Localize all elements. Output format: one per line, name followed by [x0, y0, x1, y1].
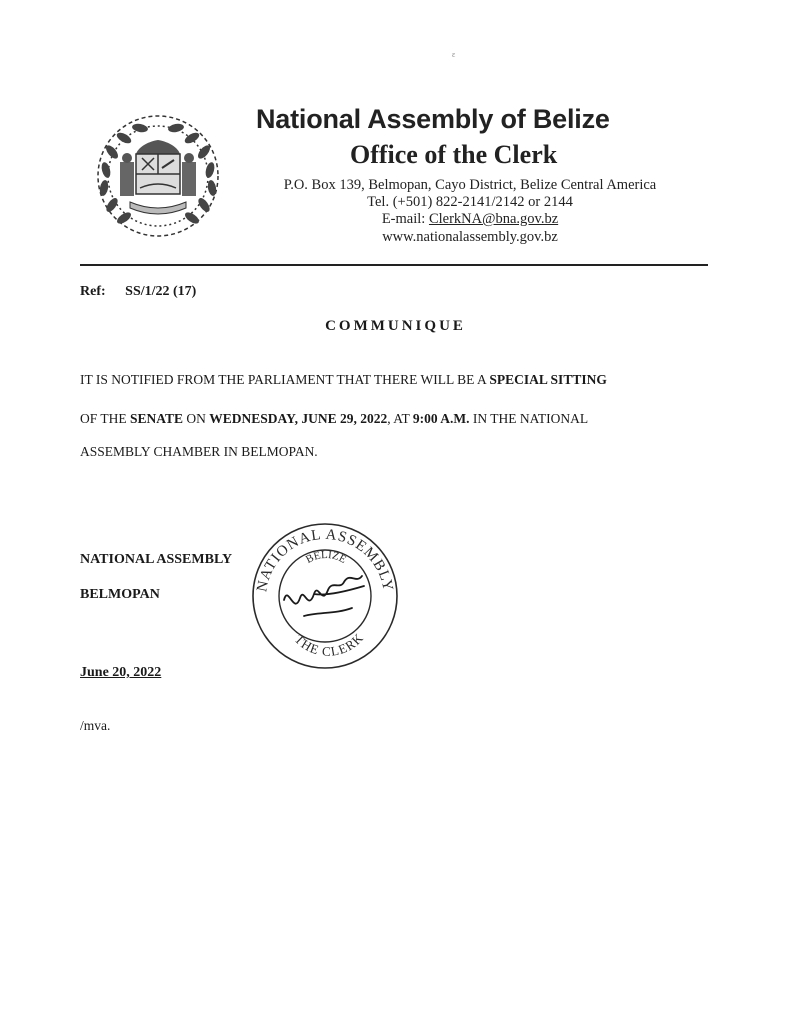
clerk-signature [284, 576, 364, 616]
email-line [240, 210, 700, 228]
notice-text: OF THE [80, 411, 131, 426]
notice-emphasis: SPECIAL SITTING [489, 372, 607, 387]
org-name: National Assembly of Belize [256, 104, 610, 134]
stamp-bottom-text: THE CLERK [291, 629, 367, 659]
office-title: Office of the Clerk [350, 140, 558, 169]
header-divider [80, 264, 708, 266]
reference-line [80, 284, 196, 300]
notice-text: , AT [387, 411, 413, 426]
reference-label: Ref: [80, 284, 106, 299]
coat-of-arms-icon [86, 110, 230, 242]
stamp-top-text: NATIONAL ASSEMBLY [254, 526, 396, 594]
typist-initials: /mva. [80, 718, 111, 733]
communique-heading: COMMUNIQUE [325, 318, 466, 334]
signature-date: June 20, 2022 [80, 665, 162, 680]
notice-line-1 [80, 372, 607, 388]
stamp-inner-text: BELIZE [303, 548, 349, 566]
notice-line-2 [80, 411, 588, 427]
postal-address: P.O. Box 139, Belmopan, Cayo District, Belize Central America [283, 177, 657, 193]
notice-emphasis: SENATE [130, 411, 184, 426]
notice-text: ON [183, 411, 210, 426]
signature-city: BELMOPAN [80, 587, 160, 602]
notice-line-3: ASSEMBLY CHAMBER IN BELMOPAN. [80, 444, 318, 459]
official-stamp [244, 520, 406, 670]
notice-time: 9:00 A.M. [412, 411, 470, 426]
notice-text: IN THE NATIONAL [469, 411, 589, 426]
email-label: E-mail: [381, 211, 429, 227]
stray-mark: ε [452, 50, 456, 59]
notice-text: IT IS NOTIFIED FROM THE PARLIAMENT THAT THERE WILL BE A [80, 372, 490, 387]
signature-org: NATIONAL ASSEMBLY [80, 552, 233, 567]
telephone: Tel. (+501) 822-2141/2142 or 2144 [367, 194, 573, 210]
website-link[interactable]: www.nationalassembly.gov.bz [382, 229, 558, 245]
reference-number: SS/1/22 (17) [125, 284, 197, 299]
notice-date: WEDNESDAY, JUNE 29, 2022 [209, 411, 388, 426]
email-link[interactable]: ClerkNA@bna.gov.bz [428, 211, 559, 227]
